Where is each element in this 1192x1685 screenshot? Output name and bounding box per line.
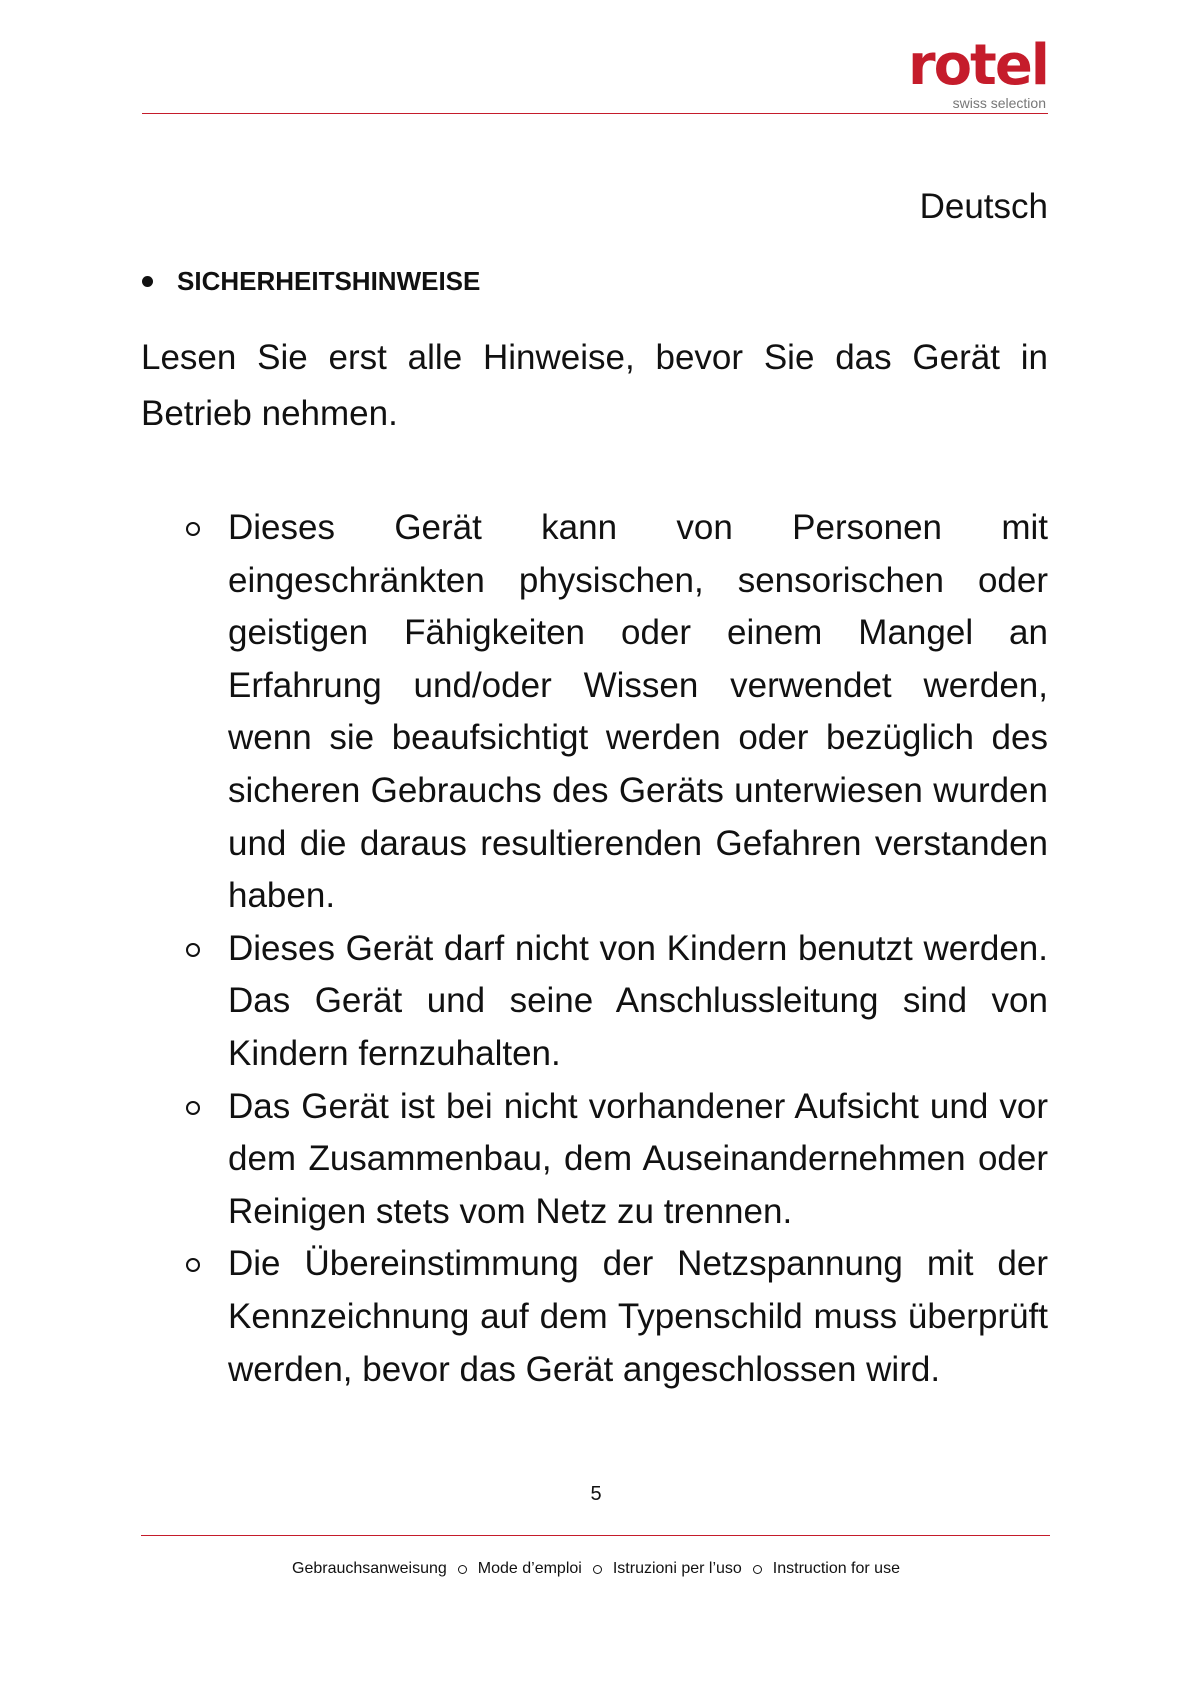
safety-item — [186, 1081, 1048, 1239]
safety-item-text: Das Gerät ist bei nicht vorhandener Aufsicht und vor dem Zusammenbau, dem Auseinandernehmen oder Reinigen stets vom Netz zu trennen. — [228, 1086, 1048, 1231]
circle-bullet-icon — [186, 1258, 200, 1272]
footer-language-en: Instruction for use — [772, 1560, 900, 1577]
safety-item-text: Dieses Gerät darf nicht von Kindern benutzt werden. Das Gerät und seine Anschlussleitung sind von Kindern fernzuhalten. — [228, 928, 1048, 1073]
logo-tagline: swiss selection — [952, 95, 1046, 111]
circle-bullet-icon — [186, 943, 200, 957]
bullet-icon — [142, 276, 153, 287]
safety-item — [186, 1238, 1048, 1396]
intro-paragraph: Lesen Sie erst alle Hinweise, bevor Sie das Gerät in Betrieb nehmen. — [141, 338, 1048, 433]
separator-circle-icon — [753, 1565, 762, 1574]
footer-rule — [141, 1535, 1050, 1536]
separator-circle-icon — [593, 1565, 602, 1574]
footer-language-list — [0, 1561, 1192, 1577]
safety-list — [186, 502, 1048, 1396]
circle-bullet-icon — [186, 522, 200, 536]
separator-circle-icon — [458, 1565, 467, 1574]
safety-item-text: Dieses Gerät kann von Personen mit eingeschränkten physischen, sensorischen oder geistigen Fähigkeiten oder einem Mangel an Erfahrung und/oder Wissen verwendet werden, wenn sie beaufsichtigt werden oder bezüglich des sicheren Gebrauchs des Geräts unterwiesen wurden und die daraus resultierenden Gefahren verstanden haben. — [228, 508, 1048, 916]
language-heading: Deutsch — [919, 187, 1048, 226]
footer-language-de: Gebrauchsanweisung — [292, 1560, 447, 1577]
safety-item-text: Die Übereinstimmung der Netzspannung mit der Kennzeichnung auf dem Typenschild muss überprüft werden, bevor das Gerät angeschlossen wird. — [228, 1244, 1048, 1389]
safety-item — [186, 923, 1048, 1081]
page-number: 5 — [590, 1483, 602, 1505]
header-rule — [142, 113, 1048, 114]
safety-item — [186, 502, 1048, 923]
circle-bullet-icon — [186, 1101, 200, 1115]
section-heading — [140, 268, 480, 294]
footer-language-fr: Mode d’emploi — [477, 1560, 582, 1577]
section-title: SICHERHEITSHINWEISE — [177, 266, 481, 296]
footer-language-it: Istruzioni per l’uso — [612, 1560, 742, 1577]
rotel-logo — [878, 33, 1048, 114]
logo-wordmark: rotel — [907, 33, 1048, 98]
